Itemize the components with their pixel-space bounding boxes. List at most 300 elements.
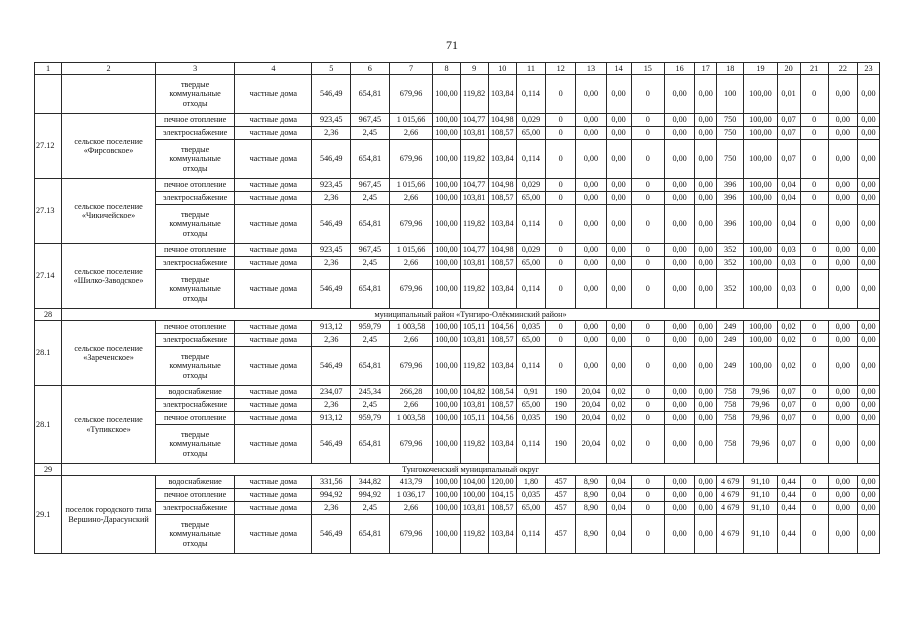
value-cell: 758 [717, 425, 744, 464]
section-title-cell: Тунгокоченский муниципальный округ [62, 464, 880, 476]
value-cell: 249 [717, 334, 744, 347]
value-cell: 65,00 [516, 334, 545, 347]
value-cell: 108,57 [488, 502, 516, 515]
value-cell: 0,00 [606, 179, 631, 192]
value-cell: 0,00 [695, 192, 717, 205]
value-cell: 457 [546, 476, 576, 489]
value-cell: 654,81 [351, 270, 390, 309]
housing-type-cell: частные дома [235, 127, 312, 140]
value-cell: 546,49 [312, 270, 351, 309]
value-cell: 679,96 [389, 347, 433, 386]
value-cell: 2,45 [351, 257, 390, 270]
value-cell: 0,00 [828, 321, 857, 334]
table-row [35, 75, 880, 114]
value-cell: 352 [717, 244, 744, 257]
value-cell: 0,04 [606, 489, 631, 502]
settlement-name-cell: сельское поселение «Шилко-Заводское» [62, 244, 156, 309]
value-cell: 100,00 [744, 347, 777, 386]
value-cell: 2,66 [389, 399, 433, 412]
value-cell: 104,56 [488, 412, 516, 425]
value-cell: 100,00 [433, 179, 460, 192]
value-cell: 0,04 [777, 179, 800, 192]
value-cell: 0,114 [516, 425, 545, 464]
value-cell: 1 036,17 [389, 489, 433, 502]
value-cell: 79,96 [744, 399, 777, 412]
value-cell: 100,00 [744, 192, 777, 205]
housing-type-cell: частные дома [235, 270, 312, 309]
value-cell: 0,00 [828, 270, 857, 309]
value-cell: 0,029 [516, 179, 545, 192]
value-cell: 103,84 [488, 347, 516, 386]
value-cell: 0,00 [857, 502, 879, 515]
value-cell: 679,96 [389, 515, 433, 554]
value-cell: 0,00 [695, 334, 717, 347]
value-cell: 0,00 [576, 347, 606, 386]
column-number-cell: 23 [857, 63, 879, 75]
value-cell: 103,84 [488, 75, 516, 114]
value-cell: 0,07 [777, 140, 800, 179]
value-cell: 967,45 [351, 179, 390, 192]
value-cell: 0 [631, 140, 664, 179]
value-cell: 100,00 [433, 425, 460, 464]
row-number-cell: 28.1 [35, 386, 62, 464]
value-cell: 79,96 [744, 386, 777, 399]
value-cell: 0 [800, 334, 828, 347]
value-cell: 108,57 [488, 127, 516, 140]
value-cell: 0,00 [828, 75, 857, 114]
value-cell: 119,82 [460, 270, 488, 309]
housing-type-cell: частные дома [235, 257, 312, 270]
value-cell: 104,98 [488, 179, 516, 192]
value-cell: 0,00 [664, 425, 694, 464]
value-cell: 0,00 [576, 270, 606, 309]
value-cell: 0 [631, 412, 664, 425]
service-cell: печное отопление [155, 114, 234, 127]
housing-type-cell: частные дома [235, 179, 312, 192]
value-cell: 0,44 [777, 502, 800, 515]
value-cell: 0,00 [828, 140, 857, 179]
value-cell: 0,00 [695, 515, 717, 554]
value-cell: 0 [546, 140, 576, 179]
value-cell: 0,00 [695, 75, 717, 114]
value-cell: 994,92 [351, 489, 390, 502]
value-cell: 0,00 [576, 244, 606, 257]
value-cell: 20,04 [576, 425, 606, 464]
value-cell: 100,00 [433, 334, 460, 347]
value-cell: 0,00 [664, 399, 694, 412]
value-cell: 8,90 [576, 502, 606, 515]
service-cell: печное отопление [155, 244, 234, 257]
value-cell: 0,035 [516, 489, 545, 502]
value-cell: 546,49 [312, 347, 351, 386]
value-cell: 0,114 [516, 75, 545, 114]
value-cell: 0 [631, 257, 664, 270]
value-cell: 654,81 [351, 515, 390, 554]
value-cell: 8,90 [576, 515, 606, 554]
column-number-cell: 3 [155, 63, 234, 75]
value-cell: 457 [546, 489, 576, 502]
value-cell: 91,10 [744, 502, 777, 515]
value-cell: 100 [717, 75, 744, 114]
value-cell: 0,00 [576, 179, 606, 192]
housing-type-cell: частные дома [235, 75, 312, 114]
value-cell: 0 [800, 489, 828, 502]
value-cell: 0,03 [777, 244, 800, 257]
value-cell: 546,49 [312, 205, 351, 244]
value-cell: 104,98 [488, 244, 516, 257]
value-cell: 65,00 [516, 399, 545, 412]
value-cell: 0,00 [576, 192, 606, 205]
value-cell: 0,00 [857, 257, 879, 270]
value-cell: 0,00 [857, 192, 879, 205]
value-cell: 100,00 [744, 205, 777, 244]
value-cell: 0,00 [695, 425, 717, 464]
row-number-cell [35, 75, 62, 114]
housing-type-cell: частные дома [235, 192, 312, 205]
value-cell: 104,00 [460, 476, 488, 489]
value-cell: 0,00 [576, 321, 606, 334]
table-row [35, 399, 880, 412]
table-body [35, 63, 880, 554]
service-cell: твердые коммунальные отходы [155, 425, 234, 464]
value-cell: 103,81 [460, 127, 488, 140]
header-row [35, 63, 880, 75]
value-cell: 0 [800, 75, 828, 114]
value-cell: 0,00 [664, 489, 694, 502]
value-cell: 923,45 [312, 114, 351, 127]
value-cell: 0,00 [606, 205, 631, 244]
value-cell: 679,96 [389, 75, 433, 114]
value-cell: 103,84 [488, 270, 516, 309]
section-row [35, 464, 880, 476]
value-cell: 457 [546, 502, 576, 515]
value-cell: 0,00 [828, 192, 857, 205]
value-cell: 0,00 [576, 205, 606, 244]
value-cell: 0 [631, 75, 664, 114]
column-number-cell: 22 [828, 63, 857, 75]
value-cell: 100,00 [433, 114, 460, 127]
value-cell: 0,00 [664, 114, 694, 127]
value-cell: 679,96 [389, 270, 433, 309]
value-cell: 0 [800, 399, 828, 412]
value-cell: 190 [546, 399, 576, 412]
row-number-cell: 28.1 [35, 321, 62, 386]
value-cell: 190 [546, 412, 576, 425]
value-cell: 104,15 [488, 489, 516, 502]
value-cell: 0,00 [695, 205, 717, 244]
value-cell: 913,12 [312, 321, 351, 334]
service-cell: твердые коммунальные отходы [155, 347, 234, 386]
value-cell: 654,81 [351, 140, 390, 179]
value-cell: 457 [546, 515, 576, 554]
column-number-cell: 5 [312, 63, 351, 75]
value-cell: 0,04 [606, 476, 631, 489]
housing-type-cell: частные дома [235, 515, 312, 554]
table-row [35, 412, 880, 425]
value-cell: 104,77 [460, 179, 488, 192]
value-cell: 0,00 [664, 412, 694, 425]
value-cell: 0,00 [828, 515, 857, 554]
value-cell: 190 [546, 386, 576, 399]
value-cell: 0,00 [664, 502, 694, 515]
value-cell: 100,00 [433, 476, 460, 489]
column-number-cell: 6 [351, 63, 390, 75]
value-cell: 0,00 [664, 205, 694, 244]
section-row [35, 309, 880, 321]
service-cell: водоснабжение [155, 476, 234, 489]
value-cell: 0 [800, 412, 828, 425]
value-cell: 0,00 [695, 140, 717, 179]
value-cell: 0,00 [606, 321, 631, 334]
service-cell: печное отопление [155, 179, 234, 192]
value-cell: 104,77 [460, 114, 488, 127]
value-cell: 0,00 [828, 347, 857, 386]
row-number-cell: 29.1 [35, 476, 62, 554]
value-cell: 100,00 [744, 75, 777, 114]
table-row [35, 334, 880, 347]
value-cell: 0,04 [606, 502, 631, 515]
value-cell: 104,56 [488, 321, 516, 334]
service-cell: электроснабжение [155, 399, 234, 412]
value-cell: 103,81 [460, 399, 488, 412]
value-cell: 0,00 [606, 140, 631, 179]
value-cell: 0,04 [777, 205, 800, 244]
value-cell: 4 679 [717, 489, 744, 502]
value-cell: 0,91 [516, 386, 545, 399]
value-cell: 0,00 [664, 75, 694, 114]
value-cell: 0,00 [828, 399, 857, 412]
value-cell: 103,84 [488, 425, 516, 464]
service-cell: электроснабжение [155, 334, 234, 347]
value-cell: 0,00 [695, 270, 717, 309]
value-cell: 396 [717, 179, 744, 192]
value-cell: 0,00 [664, 334, 694, 347]
row-number-cell: 27.14 [35, 244, 62, 309]
value-cell: 0,114 [516, 270, 545, 309]
value-cell: 0,00 [857, 386, 879, 399]
value-cell: 119,82 [460, 425, 488, 464]
value-cell: 0,114 [516, 515, 545, 554]
value-cell: 119,82 [460, 75, 488, 114]
service-cell: твердые коммунальные отходы [155, 75, 234, 114]
value-cell: 967,45 [351, 244, 390, 257]
value-cell: 0 [800, 244, 828, 257]
service-cell: твердые коммунальные отходы [155, 140, 234, 179]
value-cell: 0 [800, 476, 828, 489]
value-cell: 0,44 [777, 515, 800, 554]
value-cell: 654,81 [351, 425, 390, 464]
value-cell: 0,07 [777, 114, 800, 127]
value-cell: 0,02 [606, 425, 631, 464]
value-cell: 0,00 [828, 386, 857, 399]
value-cell: 0,00 [857, 321, 879, 334]
value-cell: 2,45 [351, 192, 390, 205]
value-cell: 0 [546, 75, 576, 114]
value-cell: 0,00 [828, 476, 857, 489]
table-row [35, 205, 880, 244]
value-cell: 913,12 [312, 412, 351, 425]
value-cell: 0,00 [828, 502, 857, 515]
value-cell: 0,07 [777, 412, 800, 425]
value-cell: 0,00 [828, 257, 857, 270]
value-cell: 91,10 [744, 476, 777, 489]
value-cell: 654,81 [351, 75, 390, 114]
value-cell: 396 [717, 192, 744, 205]
value-cell: 0,029 [516, 244, 545, 257]
value-cell: 103,84 [488, 515, 516, 554]
table-row [35, 179, 880, 192]
value-cell: 2,36 [312, 192, 351, 205]
value-cell: 0 [631, 347, 664, 386]
value-cell: 266,28 [389, 386, 433, 399]
row-number-cell: 27.13 [35, 179, 62, 244]
settlement-name-cell: сельское поселение «Тупикское» [62, 386, 156, 464]
table-row [35, 347, 880, 386]
value-cell: 119,82 [460, 347, 488, 386]
value-cell: 331,56 [312, 476, 351, 489]
value-cell: 65,00 [516, 257, 545, 270]
page-number: 71 [446, 38, 458, 52]
value-cell: 0 [800, 127, 828, 140]
value-cell: 923,45 [312, 244, 351, 257]
value-cell: 0,00 [828, 334, 857, 347]
service-cell: печное отопление [155, 489, 234, 502]
column-number-cell: 17 [695, 63, 717, 75]
value-cell: 20,04 [576, 399, 606, 412]
value-cell: 0,00 [857, 140, 879, 179]
value-cell: 0 [631, 425, 664, 464]
table-row [35, 140, 880, 179]
value-cell: 2,36 [312, 127, 351, 140]
value-cell: 103,81 [460, 192, 488, 205]
value-cell: 0,00 [857, 425, 879, 464]
value-cell: 2,45 [351, 399, 390, 412]
value-cell: 2,36 [312, 399, 351, 412]
value-cell: 100,00 [460, 489, 488, 502]
value-cell: 0,00 [857, 179, 879, 192]
value-cell: 0,00 [695, 244, 717, 257]
value-cell: 0,00 [857, 270, 879, 309]
value-cell: 0,00 [576, 334, 606, 347]
value-cell: 4 679 [717, 476, 744, 489]
column-number-cell: 18 [717, 63, 744, 75]
value-cell: 65,00 [516, 127, 545, 140]
value-cell: 4 679 [717, 502, 744, 515]
value-cell: 0 [800, 347, 828, 386]
value-cell: 0,00 [664, 515, 694, 554]
value-cell: 0,00 [664, 257, 694, 270]
value-cell: 100,00 [433, 489, 460, 502]
value-cell: 546,49 [312, 515, 351, 554]
housing-type-cell: частные дома [235, 244, 312, 257]
value-cell: 100,00 [433, 502, 460, 515]
value-cell: 105,11 [460, 321, 488, 334]
table-row [35, 192, 880, 205]
value-cell: 245,34 [351, 386, 390, 399]
value-cell: 0,00 [664, 192, 694, 205]
value-cell: 0,00 [576, 127, 606, 140]
settlement-name-cell [62, 75, 156, 114]
value-cell: 0 [546, 205, 576, 244]
value-cell: 108,57 [488, 334, 516, 347]
value-cell: 2,36 [312, 334, 351, 347]
value-cell: 1 003,58 [389, 412, 433, 425]
value-cell: 0,029 [516, 114, 545, 127]
value-cell: 0 [800, 386, 828, 399]
value-cell: 0,00 [695, 502, 717, 515]
value-cell: 344,82 [351, 476, 390, 489]
value-cell: 0,44 [777, 489, 800, 502]
value-cell: 0,00 [606, 192, 631, 205]
column-number-cell: 8 [433, 63, 460, 75]
value-cell: 0,03 [777, 270, 800, 309]
value-cell: 0,00 [857, 127, 879, 140]
value-cell: 0,00 [857, 244, 879, 257]
value-cell: 396 [717, 205, 744, 244]
value-cell: 0,114 [516, 205, 545, 244]
value-cell: 2,66 [389, 127, 433, 140]
value-cell: 1 003,58 [389, 321, 433, 334]
value-cell: 0,00 [857, 347, 879, 386]
value-cell: 923,45 [312, 179, 351, 192]
column-number-cell: 4 [235, 63, 312, 75]
value-cell: 0 [800, 270, 828, 309]
value-cell: 0,01 [777, 75, 800, 114]
value-cell: 0 [631, 386, 664, 399]
value-cell: 0 [546, 257, 576, 270]
value-cell: 2,45 [351, 502, 390, 515]
service-cell: твердые коммунальные отходы [155, 270, 234, 309]
table-row [35, 270, 880, 309]
table-row [35, 476, 880, 489]
value-cell: 0 [546, 334, 576, 347]
value-cell: 0 [800, 179, 828, 192]
value-cell: 0,00 [576, 75, 606, 114]
housing-type-cell: частные дома [235, 489, 312, 502]
value-cell: 100,00 [744, 257, 777, 270]
value-cell: 100,00 [433, 75, 460, 114]
housing-type-cell: частные дома [235, 347, 312, 386]
value-cell: 0,00 [828, 412, 857, 425]
service-cell: твердые коммунальные отходы [155, 205, 234, 244]
value-cell: 108,57 [488, 192, 516, 205]
value-cell: 0 [800, 140, 828, 179]
column-number-cell: 12 [546, 63, 576, 75]
value-cell: 0 [546, 114, 576, 127]
value-cell: 0,00 [664, 127, 694, 140]
value-cell: 79,96 [744, 425, 777, 464]
value-cell: 0,00 [828, 425, 857, 464]
value-cell: 0,00 [857, 489, 879, 502]
value-cell: 108,57 [488, 399, 516, 412]
value-cell: 0,00 [828, 127, 857, 140]
value-cell: 1,80 [516, 476, 545, 489]
value-cell: 103,81 [460, 502, 488, 515]
value-cell: 0,00 [857, 114, 879, 127]
value-cell: 0,00 [828, 244, 857, 257]
value-cell: 0,02 [777, 334, 800, 347]
value-cell: 119,82 [460, 140, 488, 179]
value-cell: 0 [546, 270, 576, 309]
value-cell: 100,00 [433, 257, 460, 270]
value-cell: 0,00 [695, 257, 717, 270]
value-cell: 0,035 [516, 321, 545, 334]
value-cell: 0 [631, 515, 664, 554]
value-cell: 100,00 [744, 244, 777, 257]
value-cell: 0,04 [777, 192, 800, 205]
value-cell: 0 [631, 502, 664, 515]
value-cell: 100,00 [433, 321, 460, 334]
